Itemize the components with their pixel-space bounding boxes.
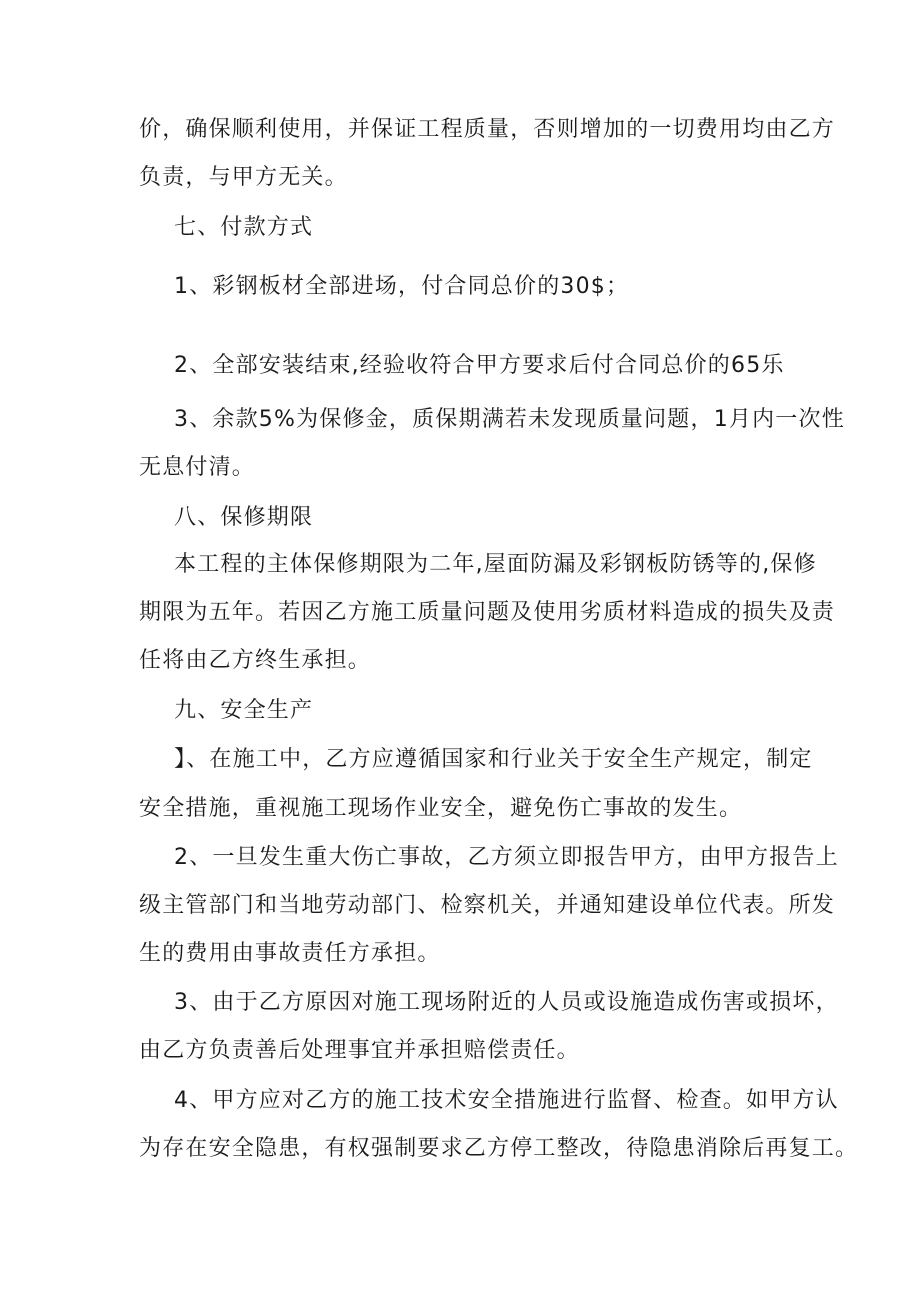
paragraph-line: 期限为五年。若因乙方施工质量问题及使用劣质材料造成的损失及责 (139, 600, 836, 625)
paragraph-line: 为存在安全隐患，有权强制要求乙方停工整改，待隐患消除后再复工。 (139, 1136, 859, 1161)
paragraph-line: 安全措施，重视施工现场作业安全，避免伤亡事故的发生。 (139, 796, 743, 821)
paragraph-line: 4、甲方应对乙方的施工技术安全措施进行监督、检查。如甲方认 (174, 1088, 839, 1113)
paragraph-line: 】、在施工中，乙方应遵循国家和行业关于安全生产规定，制定 (174, 747, 813, 772)
section-heading-safety: 九、安全生产 (174, 698, 314, 723)
section-heading-payment: 七、付款方式 (174, 215, 314, 240)
paragraph-line: 价，确保顺利使用，并保证工程质量，否则增加的一切费用均由乙方 (139, 117, 836, 142)
paragraph-line: 1、彩钢板材全部进场，付合同总价的30$； (174, 274, 630, 299)
section-heading-warranty: 八、保修期限 (174, 505, 314, 530)
paragraph-line: 2、一旦发生重大伤亡事故，乙方须立即报告甲方，由甲方报告上 (174, 845, 839, 870)
paragraph-line: 任将由乙方终生承担。 (139, 648, 372, 673)
paragraph-line: 3、余款5%为保修金，质保期满若未发现质量问题，1月内一次性 (174, 407, 845, 432)
paragraph-line: 级主管部门和当地劳动部门、检察机关，并通知建设单位代表。所发 (139, 893, 836, 918)
paragraph-line: 2、全部安装结束,经验收符合甲方要求后付合同总价的65乐 (174, 353, 785, 378)
paragraph-line: 无息付清。 (139, 455, 256, 480)
paragraph-line: 本工程的主体保修期限为二年,屋面防漏及彩钢板防锈等的,保修 (174, 552, 817, 577)
paragraph-line: 3、由于乙方原因对施工现场附近的人员或设施造成伤害或损坏， (174, 990, 839, 1015)
paragraph-line: 由乙方负责善后处理事宜并承担赔偿责任。 (139, 1038, 580, 1063)
paragraph-line: 负责，与甲方无关。 (139, 165, 348, 190)
paragraph-line: 生的费用由事故责任方承担。 (139, 941, 441, 966)
